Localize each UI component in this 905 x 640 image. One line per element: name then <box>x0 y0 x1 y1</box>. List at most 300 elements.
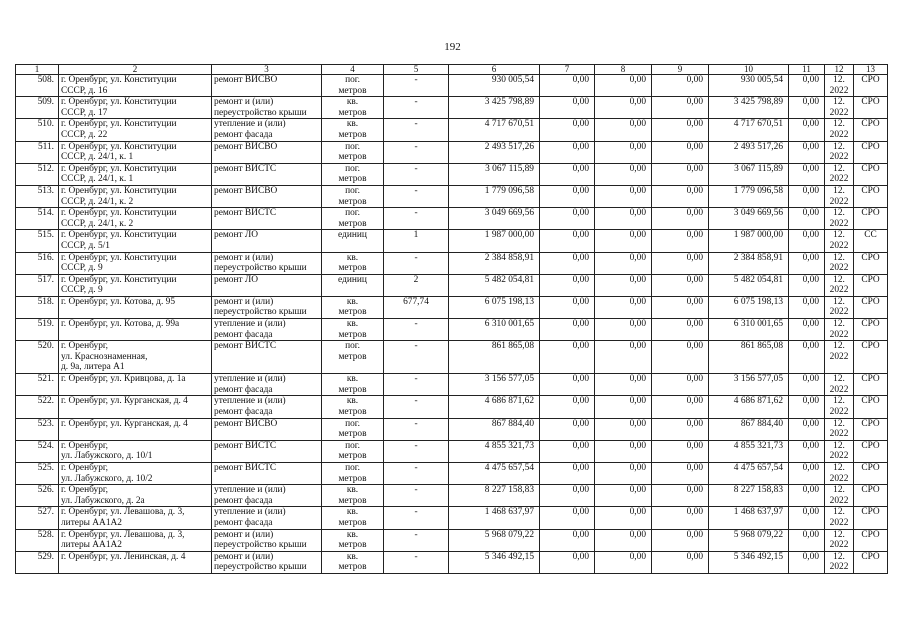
amount-cell: 0,00 <box>595 208 652 230</box>
unit-cell-line: метров <box>338 85 367 96</box>
amount-cell: 0,00 <box>540 75 595 97</box>
amount-cell: 0,00 <box>789 396 825 418</box>
deadline-cell <box>825 75 854 97</box>
amount-cell: 0,00 <box>789 529 825 551</box>
address-cell <box>59 507 212 529</box>
deadline-cell <box>825 274 854 296</box>
unit-cell-line: метров <box>338 517 367 528</box>
unit-cell-line: метров <box>338 562 367 573</box>
work-type-cell-line: ремонт и (или) <box>214 551 274 562</box>
total-cost-cell: 6 075 198,13 <box>449 296 540 318</box>
total-cost-cell: 5 346 492,15 <box>449 551 540 573</box>
amount-cell: 4 855 321,73 <box>709 440 789 462</box>
amount-cell: 0,00 <box>789 374 825 396</box>
row-number: 515. <box>16 230 59 252</box>
address-cell-line: г. Оренбург, ул. Левашова, д. 3, <box>61 529 185 540</box>
amount-cell: 6 310 001,65 <box>709 319 789 341</box>
unit-cell <box>322 141 384 163</box>
amount-cell: 0,00 <box>789 119 825 141</box>
amount-cell: 0,00 <box>595 440 652 462</box>
unit-cell <box>322 296 384 318</box>
deadline-cell-line: 2022 <box>829 218 849 229</box>
amount-cell: 0,00 <box>652 252 709 274</box>
address-cell <box>59 463 212 485</box>
amount-cell: 5 482 054,81 <box>709 274 789 296</box>
amount-cell: 0,00 <box>595 374 652 396</box>
unit-cell-line: единиц <box>338 274 367 285</box>
amount-cell: 0,00 <box>652 208 709 230</box>
deadline-cell-line: 2022 <box>829 263 849 274</box>
quantity-cell: - <box>384 485 449 507</box>
address-cell <box>59 252 212 274</box>
work-type-cell-line: ремонт фасада <box>214 384 273 395</box>
amount-cell: 6 075 198,13 <box>709 296 789 318</box>
funding-method-cell: СРО <box>854 252 888 274</box>
unit-cell <box>322 163 384 185</box>
deadline-cell <box>825 396 854 418</box>
funding-method-cell: СРО <box>854 319 888 341</box>
amount-cell: 0,00 <box>540 440 595 462</box>
deadline-cell-line: 2022 <box>829 407 849 418</box>
row-number: 512. <box>16 163 59 185</box>
address-cell <box>59 396 212 418</box>
address-cell-line: г. Оренбург, ул. Конституции <box>61 208 177 219</box>
quantity-cell: - <box>384 418 449 440</box>
unit-cell <box>322 440 384 462</box>
work-type-cell <box>212 463 322 485</box>
deadline-cell-line: 2022 <box>829 329 849 340</box>
work-type-cell <box>212 341 322 374</box>
deadline-cell-line: 12. <box>833 440 845 451</box>
funding-method-cell: СРО <box>854 75 888 97</box>
table-row <box>16 374 888 396</box>
amount-cell: 0,00 <box>652 440 709 462</box>
address-cell-line: ул. Лабужского, д. 10/2 <box>61 473 153 484</box>
address-cell-line: ул. Лабужского, д. 10/1 <box>61 451 153 462</box>
table-row <box>16 119 888 141</box>
quantity-cell: - <box>384 551 449 573</box>
funding-method-cell: СРО <box>854 296 888 318</box>
amount-cell: 1 987 000,00 <box>709 230 789 252</box>
work-type-cell-line: утепление и (или) <box>214 119 286 130</box>
table-row <box>16 274 888 296</box>
unit-cell-line: кв. <box>346 119 359 130</box>
amount-cell: 0,00 <box>789 319 825 341</box>
funding-method-cell: СРО <box>854 185 888 207</box>
address-cell-line: г. Оренбург, <box>61 440 109 451</box>
row-number: 523. <box>16 418 59 440</box>
amount-cell: 5 346 492,15 <box>709 551 789 573</box>
deadline-cell <box>825 296 854 318</box>
quantity-cell: - <box>384 374 449 396</box>
row-number: 524. <box>16 440 59 462</box>
deadline-cell <box>825 252 854 274</box>
amount-cell: 0,00 <box>652 274 709 296</box>
amount-cell: 3 156 577,05 <box>709 374 789 396</box>
work-type-cell-line: ремонт ВИСТС <box>214 163 277 174</box>
address-cell <box>59 440 212 462</box>
address-cell-line: г. Оренбург, ул. Конституции <box>61 97 177 108</box>
deadline-cell-line: 2022 <box>829 107 849 118</box>
work-type-cell-line: утепление и (или) <box>214 374 286 385</box>
quantity-cell: - <box>384 185 449 207</box>
quantity-cell: 2 <box>384 274 449 296</box>
funding-method-cell: СРО <box>854 141 888 163</box>
deadline-cell-line: 12. <box>833 97 845 108</box>
work-type-cell-line: ремонт ВИСТС <box>214 208 277 219</box>
work-type-cell-line: ремонт ВИСТС <box>214 341 277 352</box>
work-type-cell <box>212 230 322 252</box>
unit-cell <box>322 529 384 551</box>
total-cost-cell: 1 987 000,00 <box>449 230 540 252</box>
work-type-cell-line: переустройство крыши <box>214 107 307 118</box>
amount-cell: 0,00 <box>540 374 595 396</box>
amount-cell: 2 493 517,26 <box>709 141 789 163</box>
deadline-cell-line: 12. <box>833 341 845 352</box>
work-type-cell <box>212 374 322 396</box>
work-type-cell <box>212 396 322 418</box>
table-row <box>16 440 888 462</box>
address-cell-line: литеры АА1А2 <box>61 517 122 528</box>
deadline-cell <box>825 529 854 551</box>
deadline-cell-line: 2022 <box>829 307 849 318</box>
quantity-cell: - <box>384 208 449 230</box>
amount-cell: 0,00 <box>595 185 652 207</box>
funding-method-cell: СРО <box>854 507 888 529</box>
amount-cell: 0,00 <box>652 529 709 551</box>
address-cell-line: г. Оренбург, ул. Конституции <box>61 163 177 174</box>
total-cost-cell: 5 482 054,81 <box>449 274 540 296</box>
address-cell-line: г. Оренбург, ул. Котова, д. 99а <box>61 319 180 330</box>
table-row <box>16 418 888 440</box>
deadline-cell <box>825 463 854 485</box>
amount-cell: 0,00 <box>595 507 652 529</box>
row-number: 508. <box>16 75 59 97</box>
amount-cell: 0,00 <box>789 551 825 573</box>
amount-cell: 0,00 <box>595 296 652 318</box>
table-row <box>16 252 888 274</box>
unit-cell-line: метров <box>338 107 367 118</box>
address-cell <box>59 119 212 141</box>
quantity-cell: - <box>384 507 449 529</box>
work-type-cell <box>212 319 322 341</box>
work-type-cell <box>212 274 322 296</box>
amount-cell: 0,00 <box>540 463 595 485</box>
deadline-cell-line: 2022 <box>829 473 849 484</box>
total-cost-cell: 1 779 096,58 <box>449 185 540 207</box>
address-cell-line: СССР, д. 16 <box>61 85 108 96</box>
amount-cell: 0,00 <box>789 341 825 374</box>
table-row <box>16 507 888 529</box>
work-type-cell-line: переустройство крыши <box>214 540 307 551</box>
table-row <box>16 163 888 185</box>
unit-cell <box>322 75 384 97</box>
amount-cell: 0,00 <box>540 163 595 185</box>
funding-method-cell: СРО <box>854 529 888 551</box>
deadline-cell-line: 12. <box>833 252 845 263</box>
total-cost-cell: 2 384 858,91 <box>449 252 540 274</box>
column-number: 12 <box>825 65 854 75</box>
deadline-cell-line: 12. <box>833 507 845 518</box>
work-type-cell-line: ремонт ЛО <box>214 274 259 285</box>
address-cell-line: д. 9а, литера А1 <box>61 362 125 373</box>
amount-cell: 0,00 <box>540 296 595 318</box>
deadline-cell-line: 2022 <box>829 85 849 96</box>
unit-cell-line: единиц <box>338 230 367 241</box>
deadline-cell-line: 12. <box>833 296 845 307</box>
address-cell-line: ул. Лабужского, д. 2а <box>61 495 145 506</box>
unit-cell <box>322 485 384 507</box>
total-cost-cell: 930 005,54 <box>449 75 540 97</box>
amount-cell: 0,00 <box>595 141 652 163</box>
funding-method-cell: СРО <box>854 341 888 374</box>
address-cell-line: г. Оренбург, ул. Конституции <box>61 185 177 196</box>
work-type-cell-line: переустройство крыши <box>214 562 307 573</box>
table-row <box>16 319 888 341</box>
work-type-cell-line: ремонт и (или) <box>214 252 274 263</box>
address-cell <box>59 230 212 252</box>
unit-cell <box>322 97 384 119</box>
work-type-cell-line: ремонт и (или) <box>214 97 274 108</box>
address-cell <box>59 274 212 296</box>
amount-cell: 0,00 <box>789 141 825 163</box>
deadline-cell-line: 2022 <box>829 129 849 140</box>
amount-cell: 0,00 <box>652 507 709 529</box>
amount-cell: 0,00 <box>540 274 595 296</box>
total-cost-cell: 3 067 115,89 <box>449 163 540 185</box>
unit-cell <box>322 418 384 440</box>
work-type-cell <box>212 119 322 141</box>
unit-cell <box>322 396 384 418</box>
quantity-cell: - <box>384 529 449 551</box>
deadline-cell <box>825 97 854 119</box>
address-cell <box>59 341 212 374</box>
row-number: 518. <box>16 296 59 318</box>
amount-cell: 0,00 <box>540 341 595 374</box>
table-row <box>16 75 888 97</box>
work-type-cell-line: ремонт фасада <box>214 495 273 506</box>
work-type-cell <box>212 163 322 185</box>
unit-cell-line: кв. <box>346 396 359 407</box>
address-cell-line: г. Оренбург, ул. Ленинская, д. 4 <box>61 551 186 562</box>
deadline-cell-line: 12. <box>833 185 845 196</box>
funding-method-cell: СРО <box>854 97 888 119</box>
work-type-cell <box>212 507 322 529</box>
unit-cell <box>322 551 384 573</box>
amount-cell: 0,00 <box>789 296 825 318</box>
address-cell-line: г. Оренбург, ул. Конституции <box>61 252 177 263</box>
column-number: 9 <box>652 65 709 75</box>
work-type-cell-line: ремонт ЛО <box>214 230 259 241</box>
amount-cell: 0,00 <box>595 274 652 296</box>
address-cell-line: г. Оренбург, ул. Конституции <box>61 274 177 285</box>
work-type-cell-line: ремонт фасада <box>214 329 273 340</box>
amount-cell: 0,00 <box>652 374 709 396</box>
row-number: 511. <box>16 141 59 163</box>
quantity-cell: - <box>384 319 449 341</box>
work-type-cell-line: ремонт и (или) <box>214 529 274 540</box>
address-cell <box>59 319 212 341</box>
address-cell-line: г. Оренбург, ул. Конституции <box>61 119 177 130</box>
amount-cell: 0,00 <box>595 341 652 374</box>
table-body <box>16 65 888 574</box>
amount-cell: 0,00 <box>652 319 709 341</box>
total-cost-cell: 6 310 001,65 <box>449 319 540 341</box>
deadline-cell <box>825 319 854 341</box>
table-row <box>16 529 888 551</box>
amount-cell: 0,00 <box>595 418 652 440</box>
unit-cell-line: метров <box>338 329 367 340</box>
row-number: 509. <box>16 97 59 119</box>
unit-cell-line: кв. <box>346 551 359 562</box>
unit-cell-line: метров <box>338 451 367 462</box>
deadline-cell-line: 12. <box>833 396 845 407</box>
deadline-cell <box>825 185 854 207</box>
address-cell-line: СССР, д. 24/1, к. 2 <box>61 218 134 229</box>
work-type-cell <box>212 485 322 507</box>
unit-cell-line: метров <box>338 495 367 506</box>
address-cell-line: г. Оренбург, ул. Курганская, д. 4 <box>61 396 188 407</box>
unit-cell <box>322 252 384 274</box>
deadline-cell-line: 12. <box>833 75 845 85</box>
table-row <box>16 485 888 507</box>
work-type-cell <box>212 551 322 573</box>
amount-cell: 0,00 <box>789 230 825 252</box>
quantity-cell: - <box>384 163 449 185</box>
column-number: 13 <box>854 65 888 75</box>
column-number: 10 <box>709 65 789 75</box>
address-cell <box>59 485 212 507</box>
deadline-cell-line: 12. <box>833 274 845 285</box>
unit-cell <box>322 507 384 529</box>
unit-cell-line: кв. <box>346 296 359 307</box>
amount-cell: 0,00 <box>652 551 709 573</box>
row-number: 527. <box>16 507 59 529</box>
work-type-cell-line: ремонт ВИСВО <box>214 75 278 85</box>
amount-cell: 0,00 <box>652 119 709 141</box>
amount-cell: 0,00 <box>540 529 595 551</box>
work-type-cell <box>212 75 322 97</box>
amount-cell: 0,00 <box>789 463 825 485</box>
address-cell-line: г. Оренбург, ул. Конституции <box>61 75 177 85</box>
total-cost-cell: 867 884,40 <box>449 418 540 440</box>
amount-cell: 4 717 670,51 <box>709 119 789 141</box>
work-type-cell-line: ремонт ВИСТС <box>214 440 277 451</box>
unit-cell-line: метров <box>338 384 367 395</box>
address-cell-line: СССР, д. 5/1 <box>61 240 110 251</box>
table-row <box>16 396 888 418</box>
amount-cell: 0,00 <box>540 185 595 207</box>
address-cell-line: СССР, д. 24/1, к. 2 <box>61 196 134 207</box>
address-cell-line: г. Оренбург, ул. Курганская, д. 4 <box>61 418 188 429</box>
deadline-cell-line: 12. <box>833 141 845 152</box>
funding-method-cell: СРО <box>854 440 888 462</box>
amount-cell: 0,00 <box>789 163 825 185</box>
address-cell-line: г. Оренбург, ул. Левашова, д. 3, <box>61 507 185 518</box>
amount-cell: 1 779 096,58 <box>709 185 789 207</box>
deadline-cell-line: 12. <box>833 374 845 385</box>
table-row <box>16 296 888 318</box>
quantity-cell: - <box>384 463 449 485</box>
quantity-cell: - <box>384 75 449 97</box>
amount-cell: 2 384 858,91 <box>709 252 789 274</box>
deadline-cell-line: 12. <box>833 485 845 496</box>
unit-cell <box>322 274 384 296</box>
deadline-cell <box>825 374 854 396</box>
work-type-cell-line: ремонт фасада <box>214 407 273 418</box>
unit-cell-line: метров <box>338 196 367 207</box>
funding-method-cell: СРО <box>854 119 888 141</box>
amount-cell: 0,00 <box>789 252 825 274</box>
deadline-cell <box>825 119 854 141</box>
quantity-cell: - <box>384 252 449 274</box>
work-type-cell-line: утепление и (или) <box>214 396 286 407</box>
address-cell <box>59 185 212 207</box>
amount-cell: 0,00 <box>652 296 709 318</box>
address-cell-line: СССР, д. 9 <box>61 285 103 296</box>
address-cell-line: СССР, д. 22 <box>61 129 108 140</box>
table-row <box>16 185 888 207</box>
unit-cell-line: пог. <box>345 208 360 219</box>
amount-cell: 0,00 <box>540 507 595 529</box>
unit-cell-line: кв. <box>346 507 359 518</box>
unit-cell <box>322 208 384 230</box>
work-type-cell <box>212 208 322 230</box>
quantity-cell: 1 <box>384 230 449 252</box>
page-number: 192 <box>444 41 461 53</box>
unit-cell <box>322 463 384 485</box>
deadline-cell-line: 2022 <box>829 196 849 207</box>
column-number: 11 <box>789 65 825 75</box>
work-type-cell <box>212 529 322 551</box>
address-cell <box>59 208 212 230</box>
column-number: 1 <box>16 65 59 75</box>
amount-cell: 0,00 <box>652 97 709 119</box>
amount-cell: 0,00 <box>789 185 825 207</box>
unit-cell-line: кв. <box>346 97 359 108</box>
total-cost-cell: 3 156 577,05 <box>449 374 540 396</box>
amount-cell: 0,00 <box>540 119 595 141</box>
funding-method-cell: СРО <box>854 418 888 440</box>
address-cell <box>59 418 212 440</box>
amount-cell: 930 005,54 <box>709 75 789 97</box>
table-row <box>16 97 888 119</box>
column-number: 3 <box>212 65 322 75</box>
amount-cell: 4 686 871,62 <box>709 396 789 418</box>
table-row <box>16 208 888 230</box>
work-type-cell-line: ремонт фасада <box>214 517 273 528</box>
unit-cell-line: кв. <box>346 529 359 540</box>
unit-cell-line: метров <box>338 429 367 440</box>
column-number: 7 <box>540 65 595 75</box>
total-cost-cell: 861 865,08 <box>449 341 540 374</box>
deadline-cell-line: 2022 <box>829 540 849 551</box>
total-cost-cell: 4 717 670,51 <box>449 119 540 141</box>
work-type-cell-line: ремонт ВИСВО <box>214 185 278 196</box>
work-type-cell-line: ремонт фасада <box>214 129 273 140</box>
amount-cell: 0,00 <box>789 75 825 97</box>
amount-cell: 0,00 <box>789 274 825 296</box>
amount-cell: 3 425 798,89 <box>709 97 789 119</box>
amount-cell: 0,00 <box>789 485 825 507</box>
deadline-cell-line: 12. <box>833 529 845 540</box>
work-type-cell <box>212 296 322 318</box>
unit-cell-line: кв. <box>346 374 359 385</box>
funding-method-cell: СРО <box>854 374 888 396</box>
deadline-cell <box>825 507 854 529</box>
unit-cell <box>322 119 384 141</box>
amount-cell: 0,00 <box>540 418 595 440</box>
